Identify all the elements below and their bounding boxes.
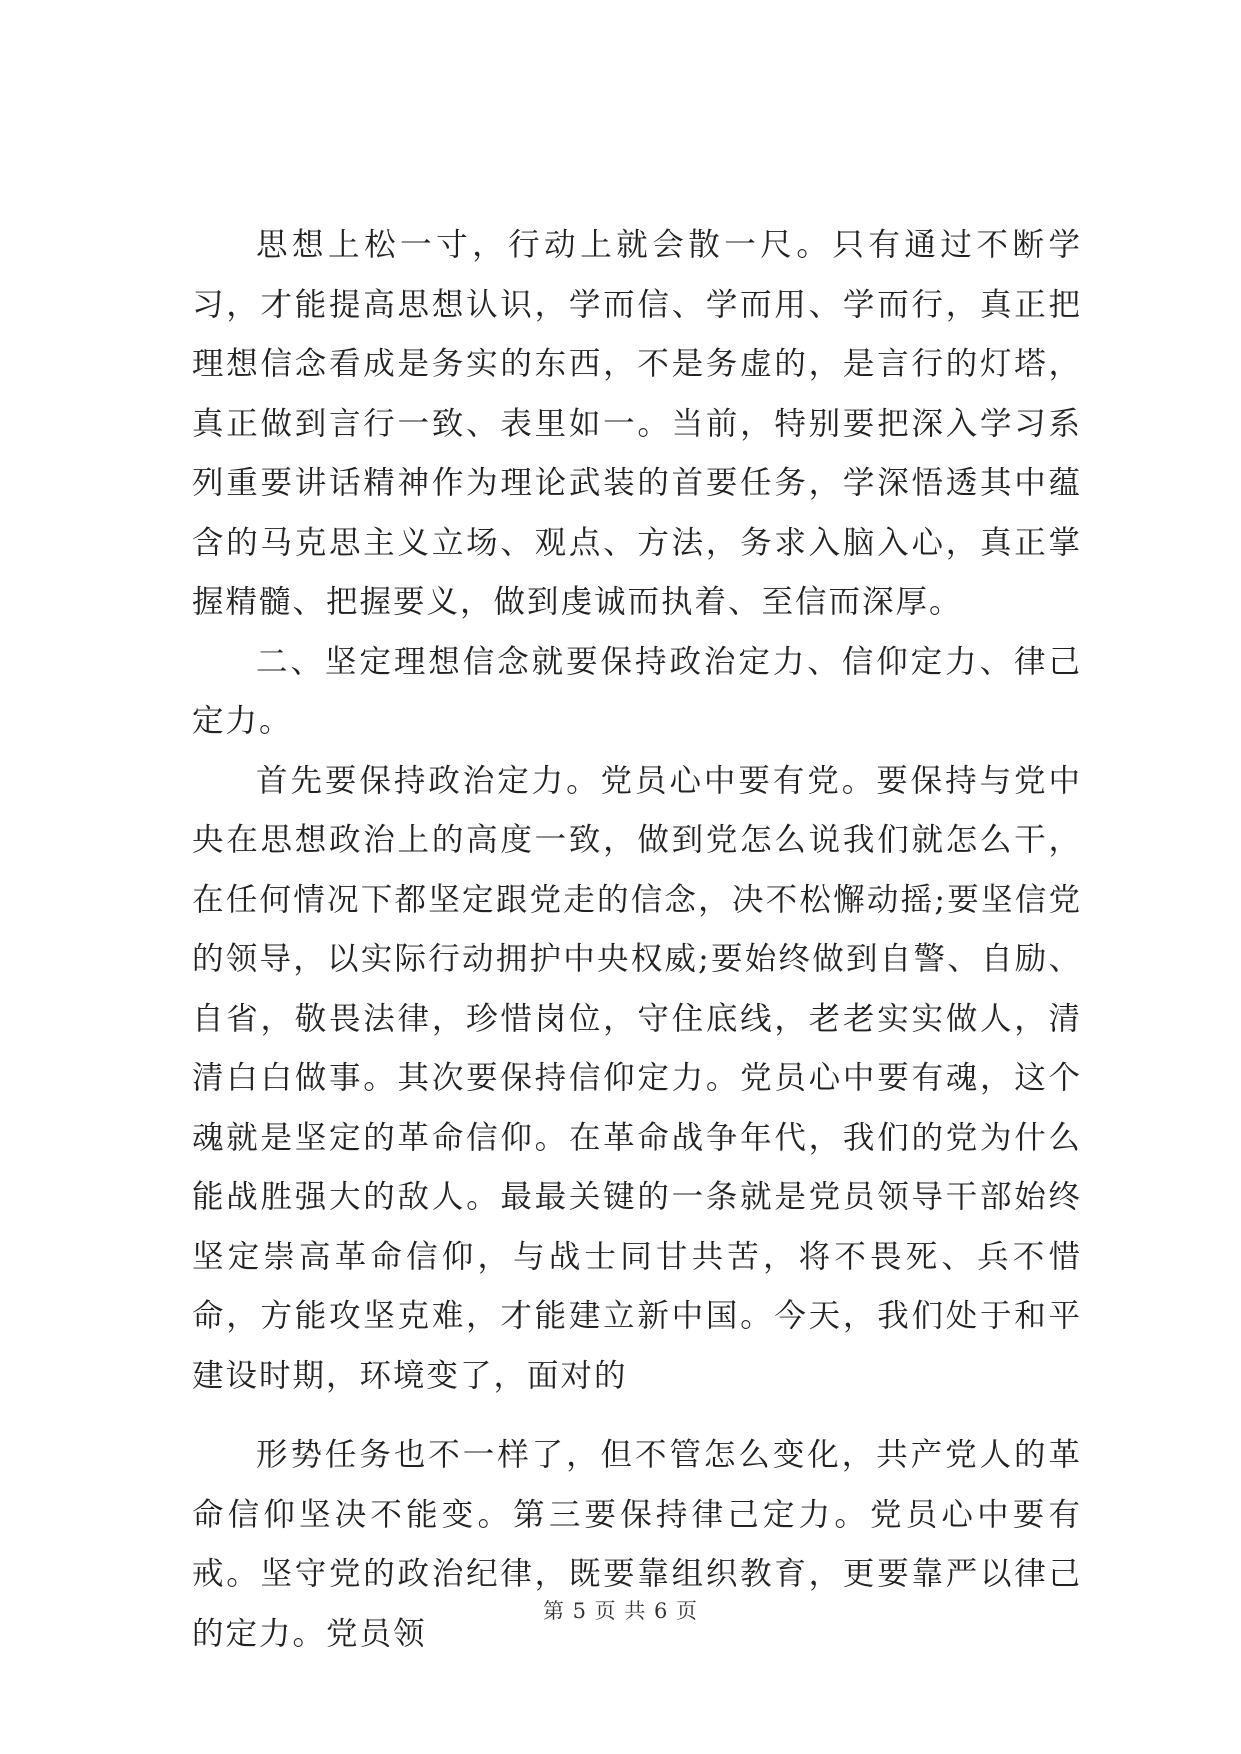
paragraph-study-thinking: 思想上松一寸，行动上就会散一尺。只有通过不断学习，才能提高思想认识，学而信、学而用、学而行，真正把理想信念看成是务实的东西，不是务虚的，是言行的灯塔，真正做到言行一致、表里如一。当前，特别要把深入学习系列重要讲话精神作为理论武装的首要任务，学深悟透其中蕴含的马克思主义立场、观点、方法，务求入脑入心，真正掌握精髓、把握要义，做到虔诚而执着、至信而深厚。 — [192, 227, 1082, 620]
paragraph-political-faith-discipline: 首先要保持政治定力。党员心中要有党。要保持与党中央在思想政治上的高度一致，做到党怎么说我们就怎么干，在任何情况下都坚定跟党走的信念，决不松懈动摇;要坚信党的领导，以实际行动拥护中央权威;要始终做到自警、自励、自省，敬畏法律，珍惜岗位，守住底线，老老实实做人，清清白白做事。其次要保持信仰定力。党员心中要有魂，这个魂就是坚定的革命信仰。在革命战争年代，我们的党为什么能战胜强大的敌人。最最关键的一条就是党员领导干部始终坚定崇高革命信仰，与战士同甘共苦，将不畏死、兵不惜命，方能攻坚克难，才能建立新中国。今天，我们处于和平建设时期，环境变了，面对的 — [192, 762, 1082, 1394]
document-body — [192, 216, 1082, 1664]
page-number-footer: 第 5 页 共 6 页 — [542, 1599, 699, 1623]
paragraph-continued-discipline: 形势任务也不一样了，但不管怎么变化，共产党人的革命信仰坚决不能变。第三要保持律己定力。党员心中要有戒。坚守党的政治纪律，既要靠组织教育，更要靠严以律己的定力。党员领 — [192, 1437, 1082, 1652]
paragraph-section-two-heading: 二、坚定理想信念就要保持政治定力、信仰定力、律己定力。 — [192, 643, 1082, 739]
